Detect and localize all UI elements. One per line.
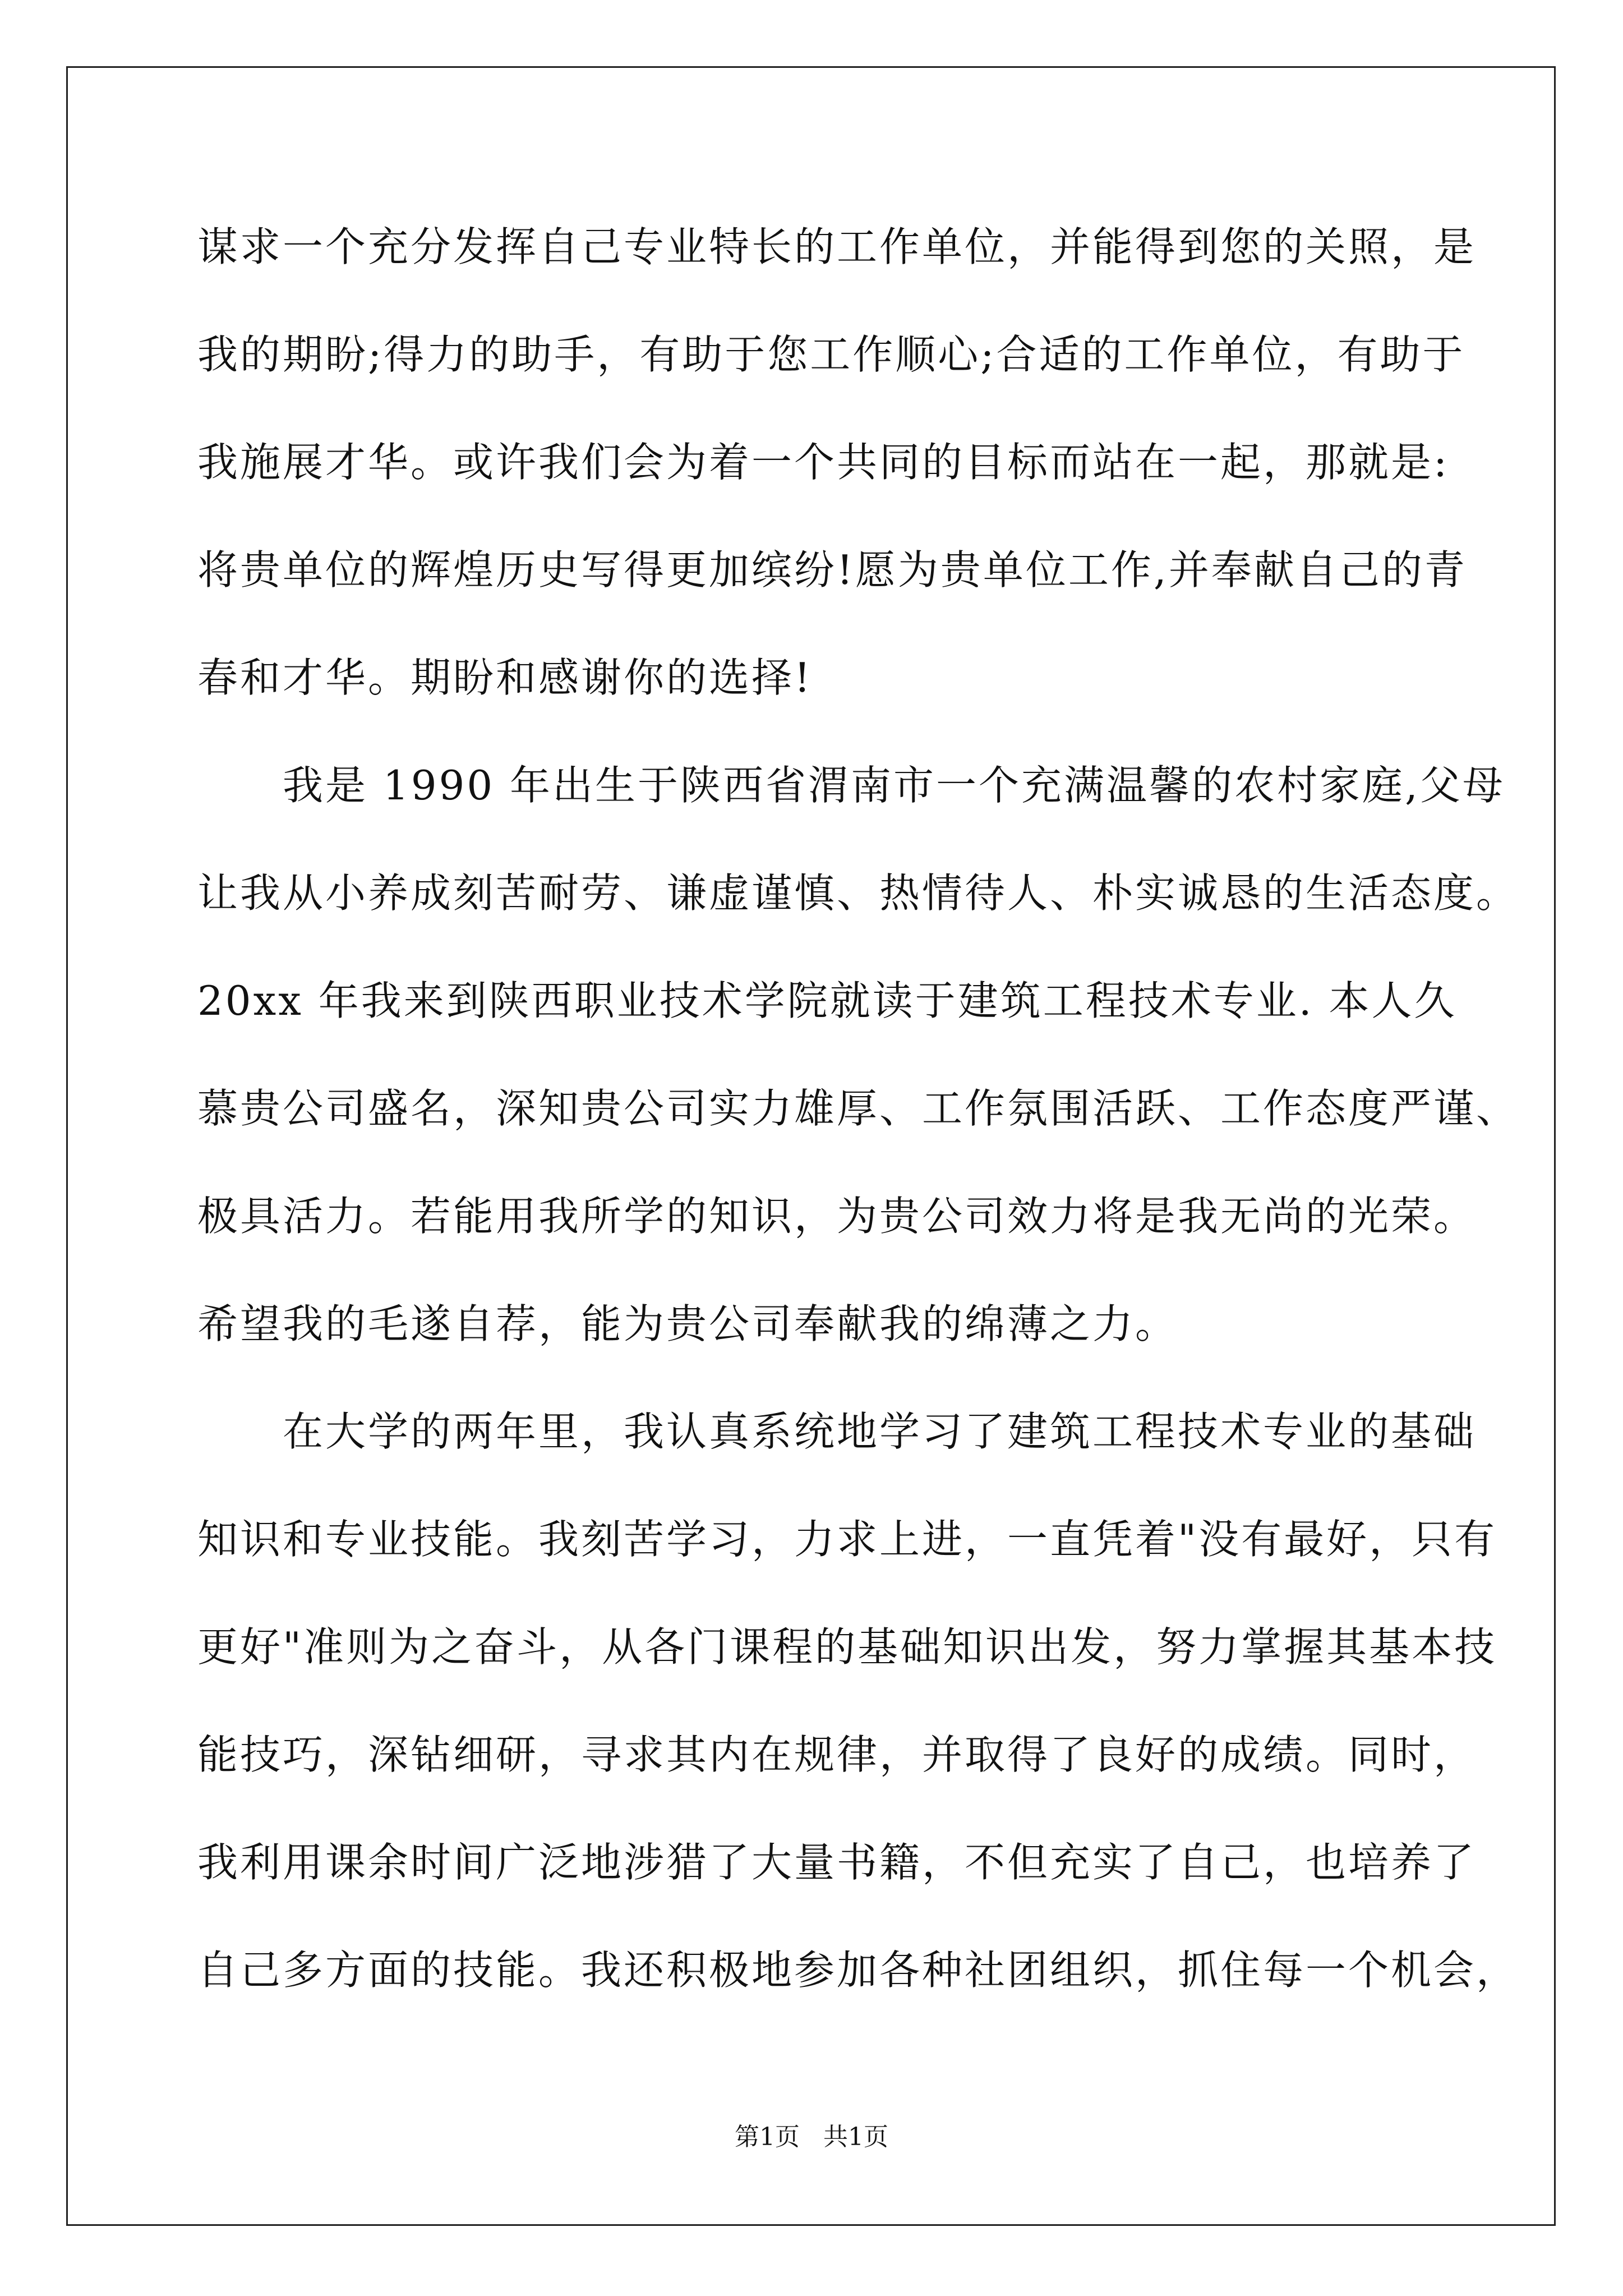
text-line: 20xx 年我来到陕西职业技术学院就读于建筑工程技术专业. 本人久 xyxy=(197,977,1457,1024)
page-total: 共1页 xyxy=(823,2123,888,2151)
text-line: 更好"准则为之奋斗，从各门课程的基础知识出发，努力掌握其基本技 xyxy=(197,1623,1497,1671)
text-line: 我的期盼;得力的助手，有助于您工作顺心;合适的工作单位，有助于 xyxy=(197,331,1465,378)
text-line: 自己多方面的技能。我还积极地参加各种社团组织，抓住每一个机会， xyxy=(197,1947,1519,1994)
text-line: 我是 1990 年出生于陕西省渭南市一个充满温馨的农村家庭,父母 xyxy=(197,762,1505,809)
page-number: 第1页 xyxy=(735,2123,800,2151)
text-line: 我利用课余时间广泛地涉猎了大量书籍，不但充实了自己，也培养了 xyxy=(197,1839,1477,1886)
text-line: 极具活力。若能用我所学的知识，为贵公司效力将是我无尚的光荣。 xyxy=(197,1193,1477,1240)
text-line: 我施展才华。或许我们会为着一个共同的目标而站在一起，那就是: xyxy=(197,439,1450,486)
text-line: 能技巧，深钻细研，寻求其内在规律，并取得了良好的成绩。同时， xyxy=(197,1731,1477,1778)
text-line: 春和才华。期盼和感谢你的选择! xyxy=(197,654,813,701)
page-footer xyxy=(0,2120,1623,2154)
text-line: 谋求一个充分发挥自己专业特长的工作单位，并能得到您的关照，是 xyxy=(197,223,1477,270)
text-line: 在大学的两年里，我认真系统地学习了建筑工程技术专业的基础 xyxy=(197,1408,1477,1455)
text-line: 慕贵公司盛名，深知贵公司实力雄厚、工作氛围活跃、工作态度严谨、 xyxy=(197,1085,1519,1132)
text-line: 希望我的毛遂自荐，能为贵公司奉献我的绵薄之力。 xyxy=(197,1300,1178,1347)
text-line: 知识和专业技能。我刻苦学习，力求上进，一直凭着"没有最好，只有 xyxy=(197,1516,1497,1563)
text-line: 将贵单位的辉煌历史写得更加缤纷!愿为贵单位工作,并奉献自己的青 xyxy=(197,546,1467,593)
text-line: 让我从小养成刻苦耐劳、谦虚谨慎、热情待人、朴实诚恳的生活态度。 xyxy=(197,869,1519,917)
document-body xyxy=(197,213,1519,2044)
